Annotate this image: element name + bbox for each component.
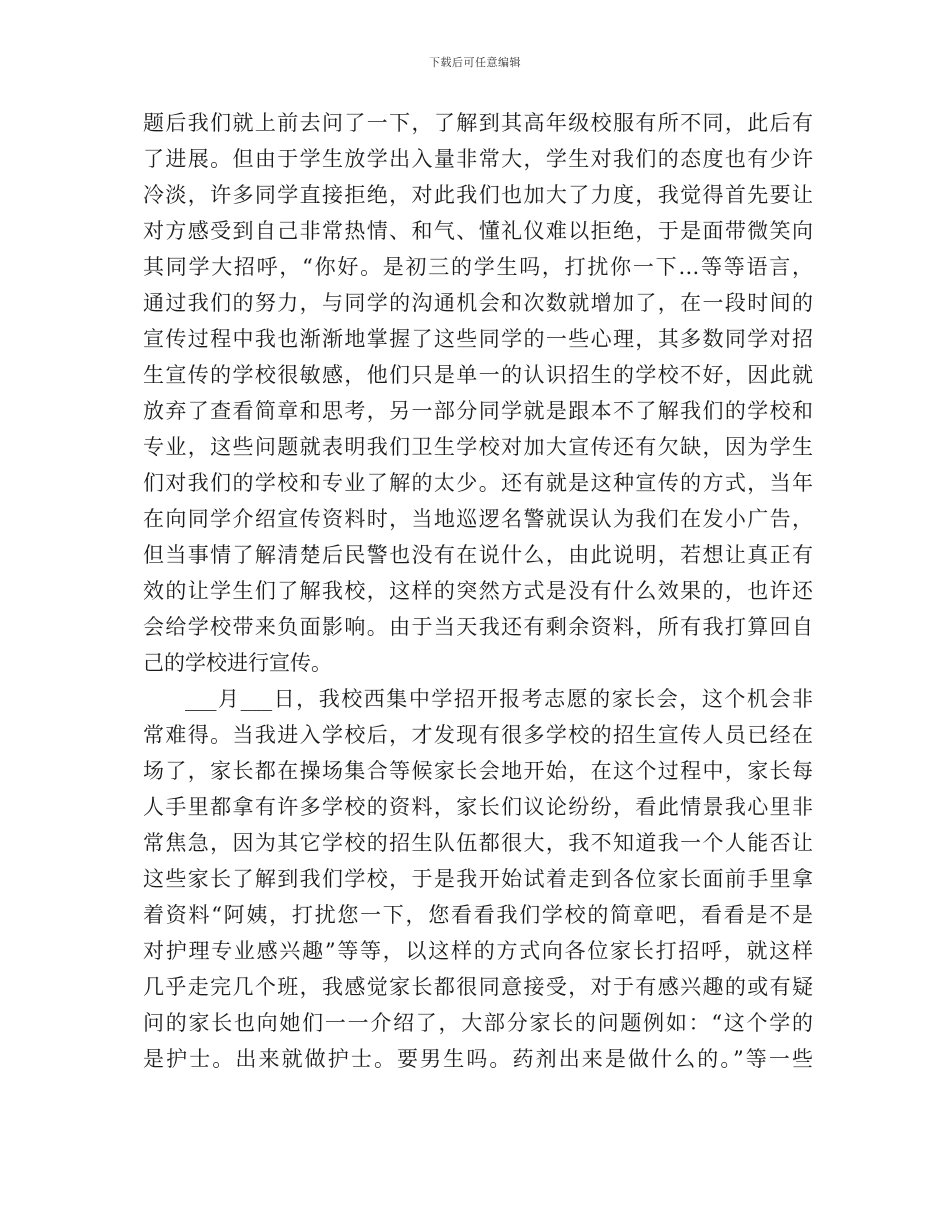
body-text bbox=[143, 105, 813, 1077]
text-line: 们对我们的学校和专业了解的太少。还有就是这种宣传的方式，当年 bbox=[143, 471, 813, 495]
text-line: 这些家长了解到我们学校，于是我开始试着走到各位家长面前手里拿 bbox=[143, 867, 813, 891]
text-line: 宣传过程中我也渐渐地掌握了这些同学的一些心理，其多数同学对招 bbox=[143, 327, 813, 351]
text-line: 专业，这些问题就表明我们卫生学校对加大宣传还有欠缺，因为学生 bbox=[143, 435, 813, 459]
paragraph-1 bbox=[143, 105, 813, 681]
text-line: 冷淡，许多同学直接拒绝，对此我们也加大了力度，我觉得首先要让 bbox=[143, 183, 813, 207]
text-line: 是护士。出来就做护士。要男生吗。药剂出来是做什么的。”等一些 bbox=[143, 1047, 813, 1071]
text-line: ___月___日，我校西集中学招开报考志愿的家长会，这个机会非 bbox=[185, 687, 813, 711]
text-line: 题后我们就上前去问了一下，了解到其高年级校服有所不同，此后有 bbox=[143, 111, 813, 135]
text-line: 问的家长也向她们一一介绍了，大部分家长的问题例如：“这个学的 bbox=[143, 1011, 813, 1035]
text-line: 在向同学介绍宣传资料时，当地巡逻名警就误认为我们在发小广告， bbox=[143, 507, 813, 531]
text-line: 了进展。但由于学生放学出入量非常大，学生对我们的态度也有少许 bbox=[143, 147, 813, 171]
text-line: 通过我们的努力，与同学的沟通机会和次数就增加了，在一段时间的 bbox=[143, 291, 813, 315]
text-line: 对方感受到自己非常热情、和气、懂礼仪难以拒绝，于是面带微笑向 bbox=[143, 219, 813, 243]
text-line: 生宣传的学校很敏感，他们只是单一的认识招生的学校不好，因此就 bbox=[143, 363, 813, 387]
text-line: 对护理专业感兴趣”等等，以这样的方式向各位家长打招呼，就这样 bbox=[143, 939, 813, 963]
text-line: 常焦急，因为其它学校的招生队伍都很大，我不知道我一个人能否让 bbox=[143, 831, 813, 855]
text-line: 会给学校带来负面影响。由于当天我还有剩余资料，所有我打算回自 bbox=[143, 615, 813, 639]
page-header: 下载后可任意编辑 bbox=[429, 56, 521, 69]
text-line: 场了，家长都在操场集合等候家长会地开始，在这个过程中，家长每 bbox=[143, 759, 813, 783]
text-line: 放弃了查看简章和思考，另一部分同学就是跟本不了解我们的学校和 bbox=[143, 399, 813, 423]
text-line: 常难得。当我进入学校后，才发现有很多学校的招生宣传人员已经在 bbox=[143, 723, 813, 747]
paragraph-2 bbox=[143, 681, 813, 1077]
text-line: 但当事情了解清楚后民警也没有在说什么，由此说明，若想让真正有 bbox=[143, 543, 813, 567]
text-line: 己的学校进行宣传。 bbox=[143, 651, 332, 675]
text-line: 人手里都拿有许多学校的资料，家长们议论纷纷，看此情景我心里非 bbox=[143, 795, 813, 819]
text-line: 着资料“阿姨，打扰您一下，您看看我们学校的简章吧，看看是不是 bbox=[143, 903, 813, 927]
text-line: 几乎走完几个班，我感觉家长都很同意接受，对于有感兴趣的或有疑 bbox=[143, 975, 813, 999]
text-line: 效的让学生们了解我校，这样的突然方式是没有什么效果的，也许还 bbox=[143, 579, 813, 603]
text-line: 其同学大招呼，“你好。是初三的学生吗，打扰你一下…等等语言， bbox=[143, 255, 813, 279]
